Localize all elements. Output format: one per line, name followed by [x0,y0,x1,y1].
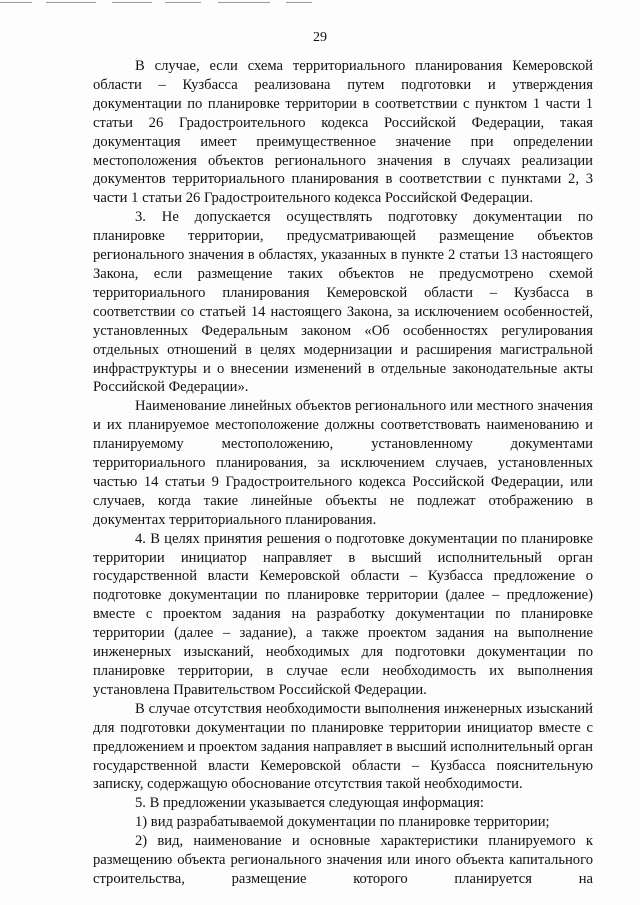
paragraph: В случае, если схема территориального планирования Кемеровской области – Кузбасса реализована путем подготовки и утверждения документации по планировке территории в соответствии с пунктом 1 части 1 статьи 26 Градостроительного кодекса Российской Федерации, такая документация имеет преимущественное значение при определении местоположения объектов регионального значения в случаях реализации документов территориального планирования в соответствии с пунктами 2, 3 части 1 статьи 26 Градостроительного кодекса Российской Федерации. [93,58,593,207]
paragraph: 5. В предложении указывается следующая информация: [135,795,484,812]
paragraph: 3. Не допускается осуществлять подготовку документации по планировке территории, предусматривающей размещение объектов регионального значения в областях, указанных в пункте 2 статьи 13 настоящего Закона, если размещение таких объектов не предусмотрено схемой территориального планирования Кемеровской области – Кузбасса в соответствии со статьей 14 настоящего Закона, за исключением особенностей, установленных Федеральным законом «Об особенностях регулирования отдельных отношений в целях модернизации и расширения магистральной инфраструктуры и о внесении изменений в отдельные законодательные акты Российской Федерации». [93,209,593,396]
paragraph: Наименование линейных объектов регионального или местного значения и их планируемое местоположение должны соответствовать наименованию и планируемому местоположению, установленному документами территориального планирования, за исключением случаев, установленных частью 14 статьи 9 Градостроительного кодекса Российской Федерации, или случаев, когда такие линейные объекты не подлежат отображению в документах территориального планирования. [93,398,593,528]
document-body [93,57,593,889]
page-number: 29 [313,30,327,45]
paragraph: 4. В целях принятия решения о подготовке документации по планировке территории инициатор направляет в высший исполнительный орган государственной власти Кемеровской области – Кузбасса предложение о подготовке документации по планировке территории (далее – предложение) вместе с проектом задания на разработку документации по планировке территории (далее – задание), а также проектом задания на выполнение инженерных изысканий, необходимых для подготовки документации по планировке территории, в случае если необходимость их выполнения установлена Правительством Российской Федерации. [93,530,593,698]
paragraph: 1) вид разрабатываемой документации по планировке территории; [135,814,550,831]
paragraph: 2) вид, наименование и основные характеристики планируемого к размещению объекта регионального значения или иного объекта капитального строительства, размещение которого планируется на [93,833,593,887]
paragraph: В случае отсутствия необходимости выполнения инженерных изысканий для подготовки документации по планировке территории инициатор вместе с предложением и проектом задания направляет в высший исполнительный орган государственной власти Кемеровской области – Кузбасса пояснительную записку, содержащую обоснование отсутствия такой необходимости. [93,700,593,793]
scan-edge-marks [0,0,640,6]
